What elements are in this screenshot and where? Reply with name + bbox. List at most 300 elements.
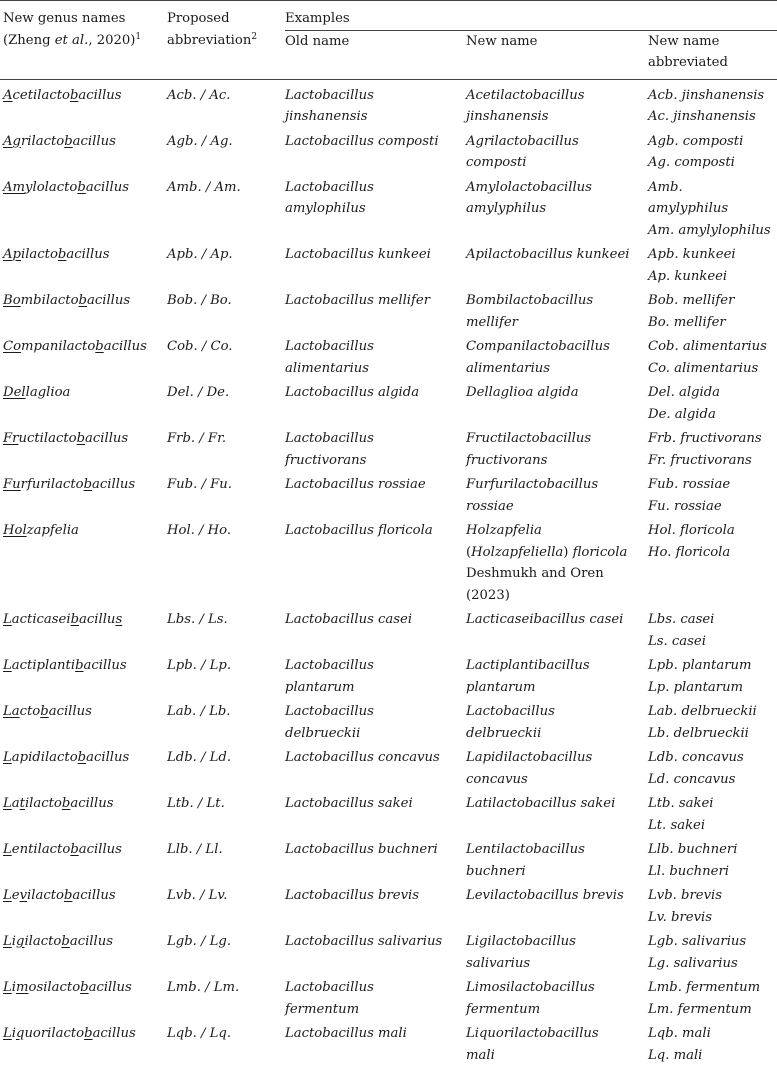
new-name-cell	[466, 128, 648, 174]
old-name-cell	[285, 517, 466, 606]
abbreviation-cell: Del. / De.	[167, 379, 285, 425]
abbreviation-cell: Bob. / Bo.	[167, 287, 285, 333]
header-old-name: Old name	[285, 30, 466, 79]
cell-line: Liquorilactobacillus	[466, 1023, 648, 1045]
cell-line: Apb. kunkeei	[648, 244, 777, 266]
table-row	[0, 333, 777, 379]
abbreviation-cell: Lbs. / Ls.	[167, 606, 285, 652]
new-name-cell	[466, 287, 648, 333]
cell-line: Latilactobacillus sakei	[466, 793, 648, 815]
underlined-letters: Hol	[3, 523, 27, 538]
underlined-letters: g	[16, 934, 24, 949]
new-abbreviation-cell	[648, 241, 777, 287]
cell-line: Lactobacillus rossiae	[285, 474, 466, 496]
cell-line: Hol. floricola	[648, 520, 777, 542]
new-abbreviation-cell	[648, 698, 777, 744]
cell-line: Llb. buchneri	[648, 839, 777, 861]
cell-line: fermentum	[285, 999, 466, 1021]
underlined-letters: B	[3, 293, 13, 308]
cell-line: Lactobacillus mali	[285, 1023, 466, 1045]
header-examples: Examples	[285, 1, 777, 31]
header-new-name-abbreviated: New name abbreviated	[648, 30, 777, 79]
header-genus-line2: (Zheng et al., 2020)$^1$	[3, 30, 167, 52]
genus-name-cell	[0, 974, 167, 1020]
cell-line: Lmb. fermentum	[648, 977, 777, 999]
cell-line: Agrilactobacillus	[466, 131, 648, 153]
old-name-cell	[285, 471, 466, 517]
underlined-letters: o	[13, 293, 21, 308]
underlined-letters: b	[62, 796, 70, 811]
cell-line: Lbs. casei	[648, 609, 777, 631]
table-header	[0, 1, 777, 80]
underlined-letters: A	[3, 134, 13, 149]
new-abbreviation-cell	[648, 882, 777, 928]
new-abbreviation-cell	[648, 128, 777, 174]
cell-line: Lactobacillus	[466, 701, 648, 723]
old-name-cell	[285, 174, 466, 242]
cell-line: Companilactobacillus	[466, 336, 648, 358]
cell-line: Amylolactobacillus	[466, 177, 648, 199]
cell-line: fermentum	[466, 999, 648, 1021]
old-name-cell	[285, 652, 466, 698]
cell-line: Apilactobacillus kunkeei	[466, 244, 648, 266]
footnote-2-marker: 2	[251, 32, 257, 42]
new-abbreviation-cell	[648, 836, 777, 882]
genus-name-cell	[0, 744, 167, 790]
table-row	[0, 287, 777, 333]
cell-line: Ligilactobacillus	[466, 931, 648, 953]
cell-line: Lactiplantibacillus	[466, 655, 648, 677]
new-name-cell	[466, 744, 648, 790]
cell-line: Lactobacillus composti	[285, 131, 466, 153]
cell-line: Lq. mali	[648, 1045, 777, 1066]
cell-line: Lg. salivarius	[648, 953, 777, 975]
underlined-letters: L	[3, 842, 12, 857]
genus-name-cell	[0, 379, 167, 425]
cell-line: alimentarius	[466, 358, 648, 380]
cell-line: Fructilactobacillus	[466, 428, 648, 450]
genus-name-cell	[0, 425, 167, 471]
new-abbreviation-cell	[648, 744, 777, 790]
genus-name-cell	[0, 471, 167, 517]
underlined-letters: t	[20, 796, 25, 811]
abbreviation-cell: Agb. / Ag.	[167, 128, 285, 174]
cell-line: Deshmukh and Oren	[466, 563, 648, 585]
cell-line: Lv. brevis	[648, 907, 777, 929]
table-row	[0, 790, 777, 836]
cell-line: Lactobacillus casei	[285, 609, 466, 631]
new-name-cell	[466, 882, 648, 928]
new-abbreviation-cell	[648, 606, 777, 652]
genus-name: Lapidilactobacillus	[3, 747, 167, 769]
cell-line: Frb. fructivorans	[648, 428, 777, 450]
table-row	[0, 174, 777, 242]
old-name-cell	[285, 79, 466, 128]
new-abbreviation-cell	[648, 471, 777, 517]
cell-line: Lapidilactobacillus	[466, 747, 648, 769]
genus-name-cell	[0, 606, 167, 652]
genus-name-cell	[0, 698, 167, 744]
old-name-cell	[285, 974, 466, 1020]
cell-line: Limosilactobacillus	[466, 977, 648, 999]
underlined-letters: m	[16, 980, 29, 995]
new-abbreviation-cell	[648, 928, 777, 974]
underlined-letters: q	[16, 1026, 24, 1041]
cell-line: (2023)	[466, 585, 648, 607]
new-name-cell	[466, 174, 648, 242]
genus-name-cell	[0, 836, 167, 882]
old-name-cell	[285, 744, 466, 790]
table-row	[0, 928, 777, 974]
header-new-name: New name	[466, 30, 648, 79]
table-row	[0, 1020, 777, 1066]
cell-line: amylophilus	[285, 198, 466, 220]
underlined-letters: b	[75, 658, 83, 673]
cell-line: salivarius	[466, 953, 648, 975]
footnote-1-marker: 1	[135, 32, 141, 42]
cell-line: Ld. concavus	[648, 769, 777, 791]
underlined-letters: s	[115, 612, 122, 627]
new-abbreviation-cell	[648, 1020, 777, 1066]
cell-line: fructivorans	[466, 450, 648, 472]
cell-line: Lentilactobacillus	[466, 839, 648, 861]
cell-line: Lactobacillus concavus	[285, 747, 466, 769]
cell-line: composti	[466, 152, 648, 174]
old-name-cell	[285, 425, 466, 471]
cell-line: buchneri	[466, 861, 648, 883]
genus-name: Agrilactobacillus	[3, 131, 167, 153]
cell-line: Lactobacillus algida	[285, 382, 466, 404]
genus-name: Furfurilactobacillus	[3, 474, 167, 496]
underlined-letters: b	[70, 88, 78, 103]
genus-name: Holzapfelia	[3, 520, 167, 542]
genus-name: Lactiplantibacillus	[3, 655, 167, 677]
cell-line: Ll. buchneri	[648, 861, 777, 883]
genus-name: Bombilactobacillus	[3, 290, 167, 312]
underlined-letters: g	[13, 134, 21, 149]
new-name-cell	[466, 241, 648, 287]
genus-name: Ligilactobacillus	[3, 931, 167, 953]
cell-line: Lactobacillus floricola	[285, 520, 466, 542]
old-name-cell	[285, 698, 466, 744]
genus-name-cell	[0, 287, 167, 333]
genus-name-cell	[0, 517, 167, 606]
abbreviation-cell: Lgb. / Lg.	[167, 928, 285, 974]
cell-line: Lactobacillus salivarius	[285, 931, 466, 953]
new-abbreviation-cell	[648, 425, 777, 471]
underlined-letters: b	[77, 180, 85, 195]
abbreviation-cell: Cob. / Co.	[167, 333, 285, 379]
underlined-letters: L	[3, 888, 12, 903]
underlined-letters: F	[3, 431, 12, 446]
cell-line: Lqb. mali	[648, 1023, 777, 1045]
old-name-cell	[285, 1020, 466, 1066]
cell-line: Ag. composti	[648, 152, 777, 174]
abbreviation-cell: Hol. / Ho.	[167, 517, 285, 606]
abbreviation-cell: Lvb. / Lv.	[167, 882, 285, 928]
underlined-letters: L	[3, 750, 12, 765]
underlined-letters: b	[84, 1026, 92, 1041]
abbreviation-cell: Acb. / Ac.	[167, 79, 285, 128]
table-row	[0, 698, 777, 744]
abbreviation-cell: Amb. / Am.	[167, 174, 285, 242]
abbreviation-cell: Ltb. / Lt.	[167, 790, 285, 836]
cell-line: fructivorans	[285, 450, 466, 472]
cell-line: amylyphilus	[648, 198, 777, 220]
cell-line: Levilactobacillus brevis	[466, 885, 648, 907]
cell-line: Lactobacillus sakei	[285, 793, 466, 815]
genus-name-cell	[0, 128, 167, 174]
genus-name-cell	[0, 1020, 167, 1066]
new-name-cell	[466, 698, 648, 744]
underlined-letters: b	[58, 247, 66, 262]
cell-line: mellifer	[466, 312, 648, 334]
genus-name: Latilactobacillus	[3, 793, 167, 815]
cell-line: Agb. composti	[648, 131, 777, 153]
underlined-letters: b	[71, 612, 79, 627]
underlined-letters: L	[3, 796, 12, 811]
underlined-letters: Del	[3, 385, 26, 400]
genus-name: Apilactobacillus	[3, 244, 167, 266]
cell-line: Ls. casei	[648, 631, 777, 653]
underlined-letters: m	[13, 180, 26, 195]
genus-name-cell	[0, 652, 167, 698]
cell-line: jinshanensis	[466, 106, 648, 128]
cell-line: Lactobacillus	[285, 85, 466, 107]
cell-line: Bo. mellifer	[648, 312, 777, 334]
old-name-cell	[285, 379, 466, 425]
new-name-cell	[466, 974, 648, 1020]
cell-line: Fu. rossiae	[648, 496, 777, 518]
cell-line: Lm. fermentum	[648, 999, 777, 1021]
cell-line: Lpb. plantarum	[648, 655, 777, 677]
new-name-cell	[466, 79, 648, 128]
cell-line: rossiae	[466, 496, 648, 518]
genus-name-cell	[0, 928, 167, 974]
genus-name-cell	[0, 790, 167, 836]
table-row	[0, 974, 777, 1020]
table-row	[0, 652, 777, 698]
cell-line: Lactobacillus buchneri	[285, 839, 466, 861]
underlined-letters: La	[3, 704, 20, 719]
cell-line: Lb. delbrueckii	[648, 723, 777, 745]
table-row	[0, 606, 777, 652]
abbreviation-cell: Frb. / Fr.	[167, 425, 285, 471]
table-row	[0, 517, 777, 606]
cell-line: Ho. floricola	[648, 542, 777, 564]
new-name-cell	[466, 379, 648, 425]
cell-line: Lactobacillus mellifer	[285, 290, 466, 312]
underlined-letters: L	[3, 934, 12, 949]
underlined-letters: v	[20, 888, 27, 903]
genus-name: Lactobacillus	[3, 701, 167, 723]
new-abbreviation-cell	[648, 652, 777, 698]
cell-line: Lgb. salivarius	[648, 931, 777, 953]
underlined-letters: C	[3, 339, 13, 354]
underlined-letters: u	[12, 477, 21, 492]
cell-line: Lactobacillus	[285, 977, 466, 999]
cell-line: Lvb. brevis	[648, 885, 777, 907]
genus-name-cell	[0, 174, 167, 242]
new-abbreviation-cell	[648, 79, 777, 128]
cell-line: Furfurilactobacillus	[466, 474, 648, 496]
cell-line: Lactobacillus kunkeei	[285, 244, 466, 266]
cell-line: delbrueckii	[466, 723, 648, 745]
genus-name-cell	[0, 333, 167, 379]
new-abbreviation-cell	[648, 333, 777, 379]
cell-line: alimentarius	[285, 358, 466, 380]
new-name-cell	[466, 928, 648, 974]
cell-line: Lactobacillus	[285, 177, 466, 199]
underlined-letters: L	[3, 612, 12, 627]
underlined-letters: b	[95, 339, 103, 354]
cell-line: Bob. mellifer	[648, 290, 777, 312]
old-name-cell	[285, 882, 466, 928]
underlined-letters: b	[64, 888, 72, 903]
cell-line: Lt. sakei	[648, 815, 777, 837]
genus-name: Liquorilactobacillus	[3, 1023, 167, 1045]
cell-line: Lactobacillus	[285, 336, 466, 358]
underlined-letters: L	[3, 1026, 12, 1041]
underlined-letters: F	[3, 477, 12, 492]
cell-line: Ap. kunkeei	[648, 266, 777, 288]
new-name-cell	[466, 471, 648, 517]
new-abbreviation-cell	[648, 790, 777, 836]
cell-line: Lactobacillus brevis	[285, 885, 466, 907]
underlined-letters: L	[3, 980, 12, 995]
table-body	[0, 79, 777, 1066]
cell-line: plantarum	[285, 677, 466, 699]
cell-line: Ldb. concavus	[648, 747, 777, 769]
old-name-cell	[285, 606, 466, 652]
cell-line: Fr. fructivorans	[648, 450, 777, 472]
new-name-cell	[466, 606, 648, 652]
underlined-letters: A	[3, 88, 13, 103]
abbreviation-cell: Lpb. / Lp.	[167, 652, 285, 698]
old-name-cell	[285, 128, 466, 174]
table-row	[0, 79, 777, 128]
underlined-letters: b	[70, 842, 78, 857]
table-row	[0, 882, 777, 928]
cell-line: delbrueckii	[285, 723, 466, 745]
cell-line: Acetilactobacillus	[466, 85, 648, 107]
old-name-cell	[285, 287, 466, 333]
table-row	[0, 471, 777, 517]
genus-name-cell	[0, 882, 167, 928]
abbreviation-cell: Lab. / Lb.	[167, 698, 285, 744]
cell-line: Ltb. sakei	[648, 793, 777, 815]
header-genus	[0, 1, 167, 80]
header-abbreviation: Proposed abbreviation$^2$	[167, 1, 285, 80]
cell-line: Lab. delbrueckii	[648, 701, 777, 723]
cell-line: Acb. jinshanensis	[648, 85, 777, 107]
underlined-letters: r	[12, 431, 18, 446]
cell-line: Lactobacillus	[285, 655, 466, 677]
abbreviation-cell: Lmb. / Lm.	[167, 974, 285, 1020]
new-name-cell	[466, 425, 648, 471]
table-row	[0, 425, 777, 471]
new-abbreviation-cell	[648, 517, 777, 606]
underlined-letters: A	[3, 180, 13, 195]
new-abbreviation-cell	[648, 379, 777, 425]
table-row	[0, 379, 777, 425]
new-abbreviation-cell	[648, 974, 777, 1020]
underlined-letters: A	[3, 247, 13, 262]
genus-name: Companilactobacillus	[3, 336, 167, 358]
old-name-cell	[285, 836, 466, 882]
new-name-cell	[466, 652, 648, 698]
abbreviation-cell: Ldb. / Ld.	[167, 744, 285, 790]
genus-name: Dellaglioa	[3, 382, 167, 404]
cell-line: Co. alimentarius	[648, 358, 777, 380]
genus-name: Acetilactobacillus	[3, 85, 167, 107]
underlined-letters: b	[64, 134, 72, 149]
new-name-cell	[466, 790, 648, 836]
cell-line: concavus	[466, 769, 648, 791]
cell-line: Ac. jinshanensis	[648, 106, 777, 128]
cell-line: De. algida	[648, 404, 777, 426]
cell-line: Amb.	[648, 177, 777, 199]
genus-name: Lentilactobacillus	[3, 839, 167, 861]
cell-line: amylyphilus	[466, 198, 648, 220]
new-name-cell	[466, 1020, 648, 1066]
abbreviation-cell: Lqb. / Lq.	[167, 1020, 285, 1066]
underlined-letters: o	[13, 339, 21, 354]
old-name-cell	[285, 333, 466, 379]
old-name-cell	[285, 790, 466, 836]
genus-name: Limosilactobacillus	[3, 977, 167, 999]
new-abbreviation-cell	[648, 287, 777, 333]
cell-line: Cob. alimentarius	[648, 336, 777, 358]
genus-name: Amylolactobacillus	[3, 177, 167, 199]
genus-name: Lacticaseibacillus	[3, 609, 167, 631]
header-genus-line1: New genus names	[3, 8, 167, 30]
underlined-letters: L	[3, 658, 12, 673]
genus-name-cell	[0, 79, 167, 128]
underlined-letters: b	[79, 293, 87, 308]
underlined-letters: p	[13, 247, 21, 262]
cell-line: Del. algida	[648, 382, 777, 404]
genus-name: Levilactobacillus	[3, 885, 167, 907]
cell-line: Fub. rossiae	[648, 474, 777, 496]
genus-name-cell	[0, 241, 167, 287]
underlined-letters: b	[61, 934, 69, 949]
new-name-cell	[466, 333, 648, 379]
cell-line: jinshanensis	[285, 106, 466, 128]
table-row	[0, 241, 777, 287]
abbreviation-cell: Apb. / Ap.	[167, 241, 285, 287]
abbreviation-cell: Llb. / Ll.	[167, 836, 285, 882]
genus-name: Fructilactobacillus	[3, 428, 167, 450]
underlined-letters: b	[77, 431, 85, 446]
cell-line: Dellaglioa algida	[466, 382, 648, 404]
cell-line: Lp. plantarum	[648, 677, 777, 699]
cell-line: Lacticaseibacillus casei	[466, 609, 648, 631]
new-abbreviation-cell	[648, 174, 777, 242]
cell-line: mali	[466, 1045, 648, 1066]
cell-line: Bombilactobacillus	[466, 290, 648, 312]
table-row	[0, 836, 777, 882]
underlined-letters: b	[40, 704, 48, 719]
underlined-letters: b	[84, 477, 92, 492]
new-name-cell: Holzapfelia (Holzapfeliella) floricola Deshmukh and Oren (2023)	[466, 517, 648, 606]
underlined-letters: b	[78, 750, 86, 765]
old-name-cell	[285, 928, 466, 974]
abbreviation-cell: Fub. / Fu.	[167, 471, 285, 517]
table-row	[0, 128, 777, 174]
new-name-cell	[466, 836, 648, 882]
cell-line: Am. amylylophilus	[648, 220, 777, 242]
